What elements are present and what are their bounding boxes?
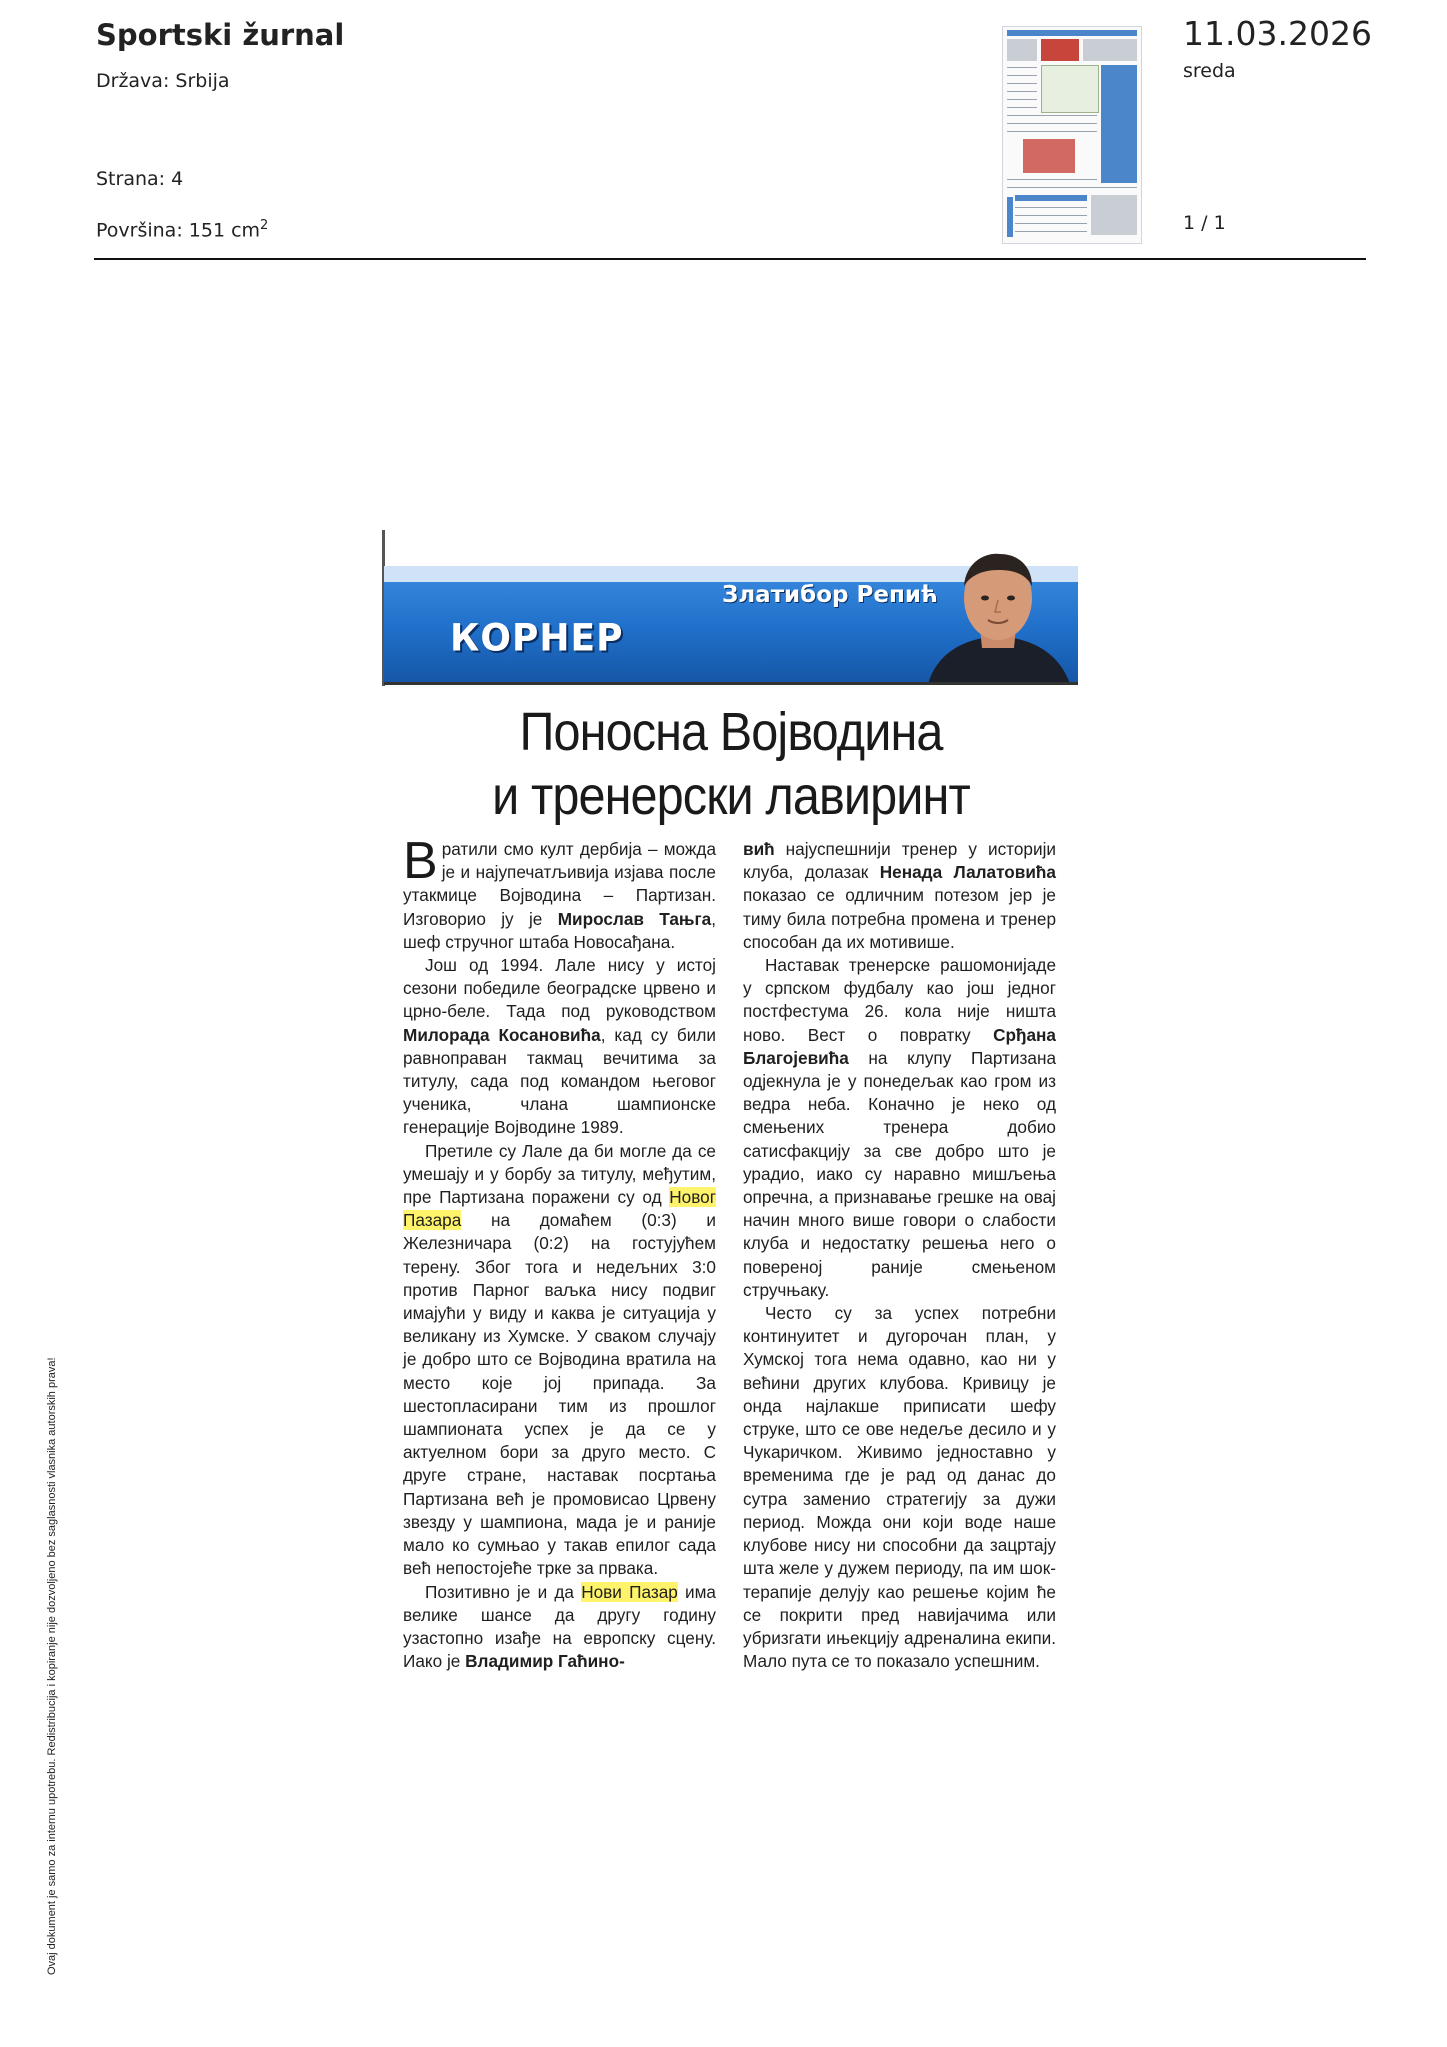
legal-notice: Ovaj dokument je samo za internu upotrebu. Redistribucija i kopiranje nije dozvoljeno bez saglasnosti vlasnika autorskih prava! xyxy=(46,1357,58,1975)
area-label xyxy=(96,218,268,241)
text-run: , кад су били равноправан такмац вечитима за титулу, сада под командом његовог ученика, члана шампионске генерације Војводине 1989. xyxy=(403,1024,716,1138)
issue-date: 11.03.2026 xyxy=(1183,14,1372,53)
banner-edge-bottom xyxy=(384,682,1078,685)
text-run: , шеф стручног штаба Новосађана. xyxy=(403,908,716,952)
text-run: ратили смо култ дербија – можда је и најупечатљивија изјава после утакмице Војводина – Партизан. Изговорио ју је xyxy=(403,839,716,929)
name-bold: Милорада Косановића xyxy=(403,1024,601,1045)
text-run: има велике шансе да другу годину узастопно изађе на европску сцену. Иако је xyxy=(403,1581,716,1672)
paragraph xyxy=(743,838,1056,954)
text-run: на домаћем (0:3) и Железничара (0:2) на гостујућем терену. Због тога и недељних 3:0 против Парног ваљка нису подвиг имајући у виду и каква је ситуација у великану из Хумске. У сваком случају је добро што се Војводина вратила на место које јој припада. За шестопласирани тим из прошлог шампионата успех је да се у актуелном бори за друго место. С друге стране, наставак посртања Партизана већ је промовисао Црвену звезду у шампиона, мада је и раније мало ко сумњао у такав епилог сада већ непостојеће трке за првака. xyxy=(403,1210,716,1579)
country-label: Država: Srbija xyxy=(96,70,230,92)
text-run: Још од 1994. Лале нису у истој сезони победиле београдске црвено и црно-беле. Тада под руководством xyxy=(403,955,716,1022)
page-thumbnail[interactable] xyxy=(1002,26,1142,244)
name-bold: Владимир Гаћино- xyxy=(465,1651,625,1672)
paragraph xyxy=(403,1140,716,1581)
paragraph xyxy=(743,954,1056,1302)
text-run: Претиле су Лале да би могле да се умешају и у борбу за титулу, међутим, пре Партизана поражени су од xyxy=(403,1140,716,1208)
name-bold: вић xyxy=(743,839,775,859)
text-run: показао се одличним потезом јер је тиму била потребна промена и тренер способан да их мотивише. xyxy=(743,885,1056,952)
text-run: најуспешнији тренер у историји клуба, долазак xyxy=(743,839,1056,883)
article-headline xyxy=(419,700,1044,828)
headline-line-2: и тренерски лавиринт xyxy=(492,766,970,826)
paragraph: Често су за успех потребни континуитет и дугорочан план, у Хумској тога нема одавно, као ни у већини других клубова. Кривицу је онда најлакше приписати шефу струке, што се ове недеље десило и у Чукаричком. Живимо једноставно у временима где је рад од данас до сутра заменио стратегију за дужи период. Можда они који воде наше клубове нису ни способни да зацртају шта желе у дужем периоду, па им шок-терапије делују као решење којим ће се покрити пред навијачима или убризгати ињекцију адреналина екипи. Мало пута се то показало успешним. xyxy=(743,1303,1056,1672)
text-run: на клупу Партизана одјекнула је у понедељак као гром из ведра неба. Коначно је неко од смењених тренера добио сатисфакцију за све добро што је урадио, иако су наравно мишљења опречна, а признавање грешке на овај начин много више говори о слабости клуба и недостатку решења него о повереној раније смењеном стручњаку. xyxy=(743,1047,1056,1300)
drop-cap: В xyxy=(403,832,438,890)
author-portrait xyxy=(918,540,1078,684)
column-label: КОРНЕР xyxy=(450,616,624,661)
article-column-2 xyxy=(743,838,1056,1673)
name-bold: Ненада Лалатовића xyxy=(879,862,1056,883)
highlighted-term: Новог Пазара xyxy=(403,1187,716,1231)
name-bold: Срђана Благојевића xyxy=(743,1024,1056,1068)
issue-weekday: sreda xyxy=(1183,60,1236,82)
paragraph xyxy=(403,1581,716,1674)
text-run: Позитивно је и да xyxy=(425,1581,582,1602)
paragraph xyxy=(403,832,716,954)
page-count: 1 / 1 xyxy=(1183,212,1226,234)
headline-line-1: Поносна Војводина xyxy=(519,702,943,762)
header-divider xyxy=(94,258,1366,260)
publication-name: Sportski žurnal xyxy=(96,18,345,52)
area-value: Površina: 151 cm xyxy=(96,219,261,242)
highlighted-term: Нови Пазар xyxy=(581,1581,678,1602)
author-name: Златибор Репић xyxy=(722,582,938,608)
area-exponent: 2 xyxy=(260,218,269,233)
article-column-1 xyxy=(403,832,716,1673)
text-run: Наставак тренерске рашомонијаде у српском фудбалу као још једног постфестума 26. кола није ништа ново. Вест о повратку xyxy=(743,955,1056,1045)
page-number: Strana: 4 xyxy=(96,168,184,190)
paragraph xyxy=(403,954,716,1140)
name-bold: Мирослав Тањга xyxy=(557,908,712,929)
